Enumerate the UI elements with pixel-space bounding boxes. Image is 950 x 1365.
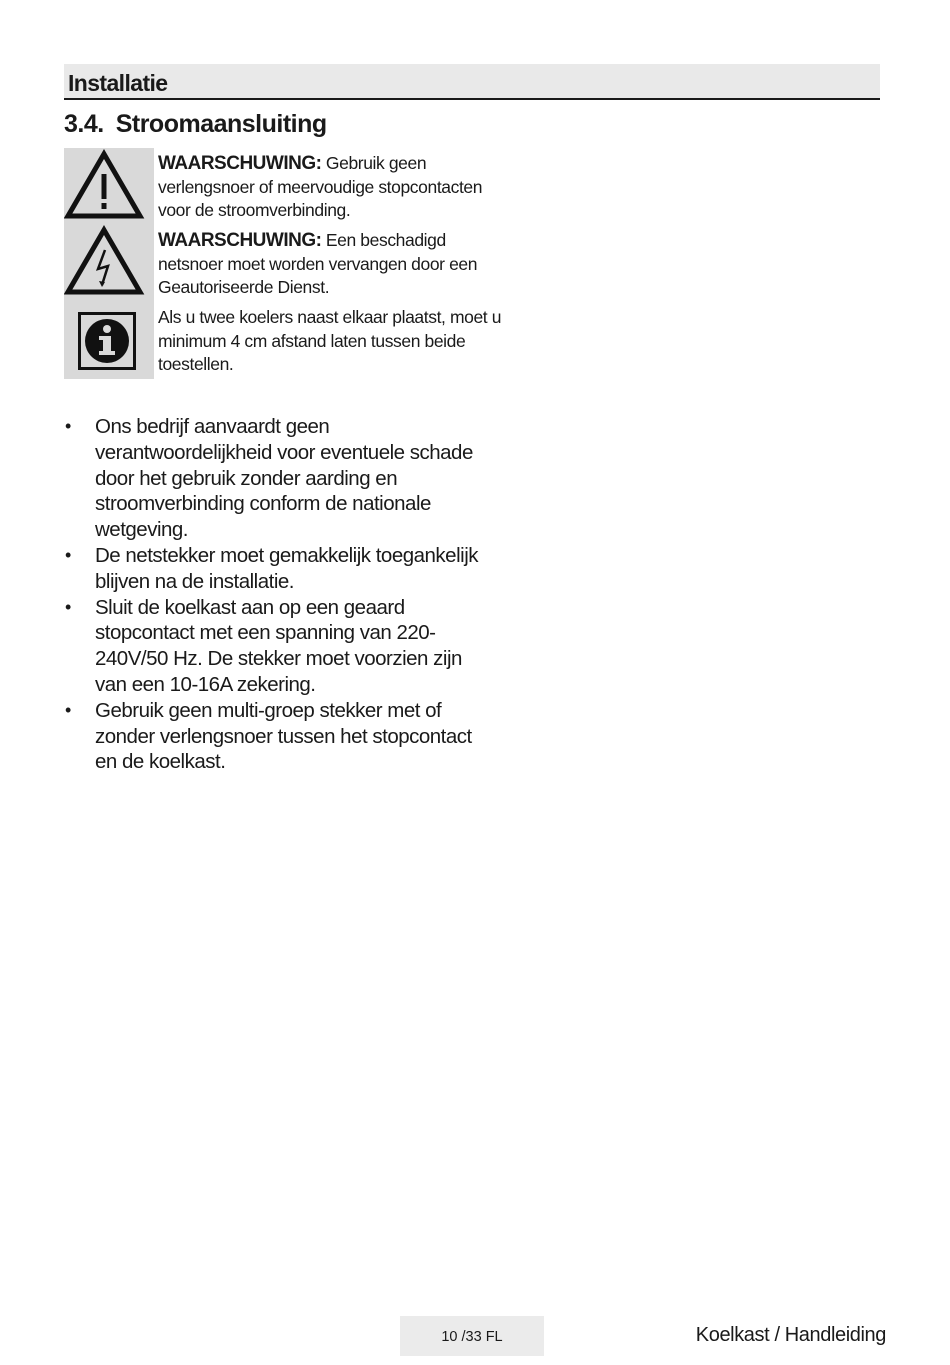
section-title: Installatie bbox=[68, 70, 168, 96]
notice-text: Als u twee koelers naast elkaar plaatst, moet u minimum 4 cm afstand laten tussen beide toestellen. bbox=[158, 307, 502, 374]
notice-warning-extension-cord bbox=[158, 152, 508, 223]
bullet-list bbox=[64, 414, 484, 775]
notice-label: WAARSCHUWING: bbox=[158, 153, 322, 174]
electric-hazard-icon bbox=[64, 225, 154, 302]
bullet-icon: • bbox=[65, 699, 71, 720]
section-header bbox=[64, 64, 880, 100]
document-title: Koelkast / Handleiding bbox=[695, 1324, 886, 1346]
notice-label: WAARSCHUWING: bbox=[158, 230, 322, 251]
warning-exclamation-icon bbox=[64, 148, 154, 225]
notice-text: Gebruik geen verlengsnoer of meervoudige stopcontacten voor de stroomverbinding. bbox=[158, 153, 483, 220]
notice-info-spacing bbox=[158, 306, 508, 377]
list-item: • Sluit de koelkast aan op een geaard stopcontact met een spanning van 220-240V/50 Hz. De stekker moet voorzien zijn van een 10-16A zekering. bbox=[65, 595, 462, 696]
page-number: 10 /33 FL bbox=[400, 1316, 544, 1356]
bullet-icon: • bbox=[65, 596, 71, 617]
notice-icon-column bbox=[64, 148, 154, 379]
notice-text: Een beschadigd netsnoer moet worden vervangen door een Geautoriseerde Dienst. bbox=[158, 230, 478, 297]
notice-warning-damaged-cord bbox=[158, 229, 508, 300]
subsection-heading bbox=[64, 110, 327, 139]
info-icon bbox=[64, 302, 154, 379]
list-item: • Ons bedrijf aanvaardt geen verantwoordelijkheid voor eventuele schade door het gebruik zonder aarding en stroomverbinding conform de nationale wetgeving. bbox=[65, 415, 473, 542]
list-item: • Gebruik geen multi-groep stekker met of zonder verlengsnoer tussen het stopcontact en de koelkast. bbox=[65, 698, 472, 774]
subsection-title: Stroomaansluiting bbox=[115, 110, 327, 138]
list-item: • De netstekker moet gemakkelijk toegankelijk blijven na de installatie. bbox=[65, 543, 478, 593]
subsection-number: 3.4. bbox=[64, 110, 104, 138]
bullet-icon: • bbox=[65, 416, 71, 436]
bullet-icon: • bbox=[65, 544, 71, 565]
